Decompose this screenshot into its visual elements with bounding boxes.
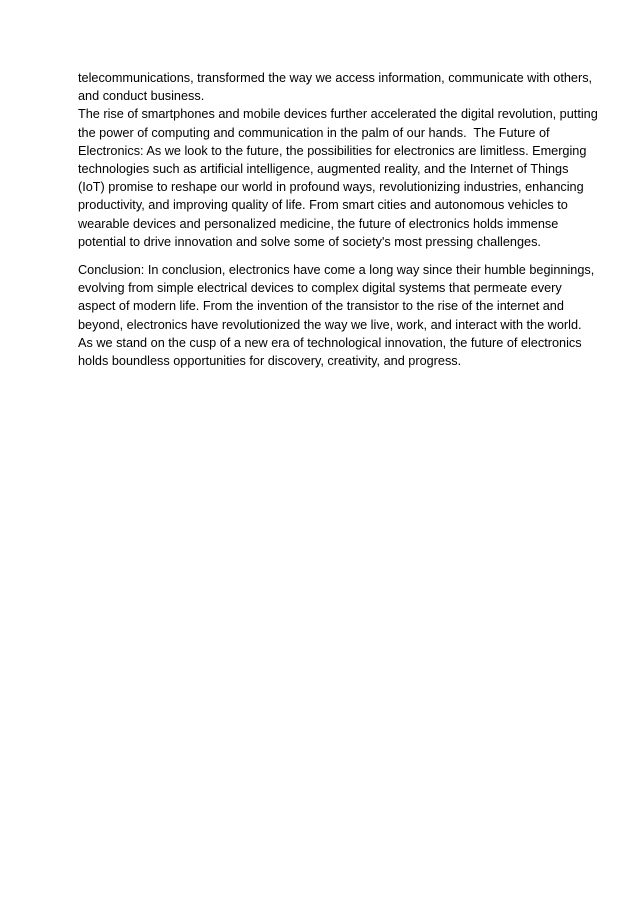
text-line: beyond, electronics have revolutionized the way we live, work, and interact with the world. — [78, 317, 582, 332]
text-line: (IoT) promise to reshape our world in profound ways, revolutionizing industries, enhancing — [78, 180, 584, 195]
text-line: potential to drive innovation and solve some of society's most pressing challenges. — [78, 234, 541, 249]
text-line: wearable devices and personalized medicine, the future of electronics holds immense — [78, 216, 559, 231]
text-line: Conclusion: In conclusion, electronics have come a long way since their humble beginnings, — [78, 263, 595, 277]
text-line: The rise of smartphones and mobile devices further accelerated the digital revolution, putting — [78, 107, 598, 122]
text-line: the power of computing and communication in the palm of our hands. The Future of — [78, 125, 550, 140]
text-line: aspect of modern life. From the invention of the transistor to the rise of the internet and — [78, 299, 564, 314]
text-line: technologies such as artificial intelligence, augmented reality, and the Internet of Things — [78, 161, 569, 176]
text-line: As we stand on the cusp of a new era of technological innovation, the future of electronics — [78, 335, 582, 350]
text-line: telecommunications, transformed the way we access information, communicate with others, — [78, 71, 593, 85]
body-text-block — [78, 69, 598, 251]
text-line: and conduct business. — [78, 89, 205, 104]
text-line: holds boundless opportunities for discovery, creativity, and progress. — [78, 353, 462, 368]
text-line: Electronics: As we look to the future, the possibilities for electronics are limitless. Emerging — [78, 143, 587, 158]
text-line: evolving from simple electrical devices to complex digital systems that permeate every — [78, 281, 562, 296]
text-line: productivity, and improving quality of life. From smart cities and autonomous vehicles to — [78, 198, 568, 213]
conclusion-text-block — [78, 261, 595, 370]
